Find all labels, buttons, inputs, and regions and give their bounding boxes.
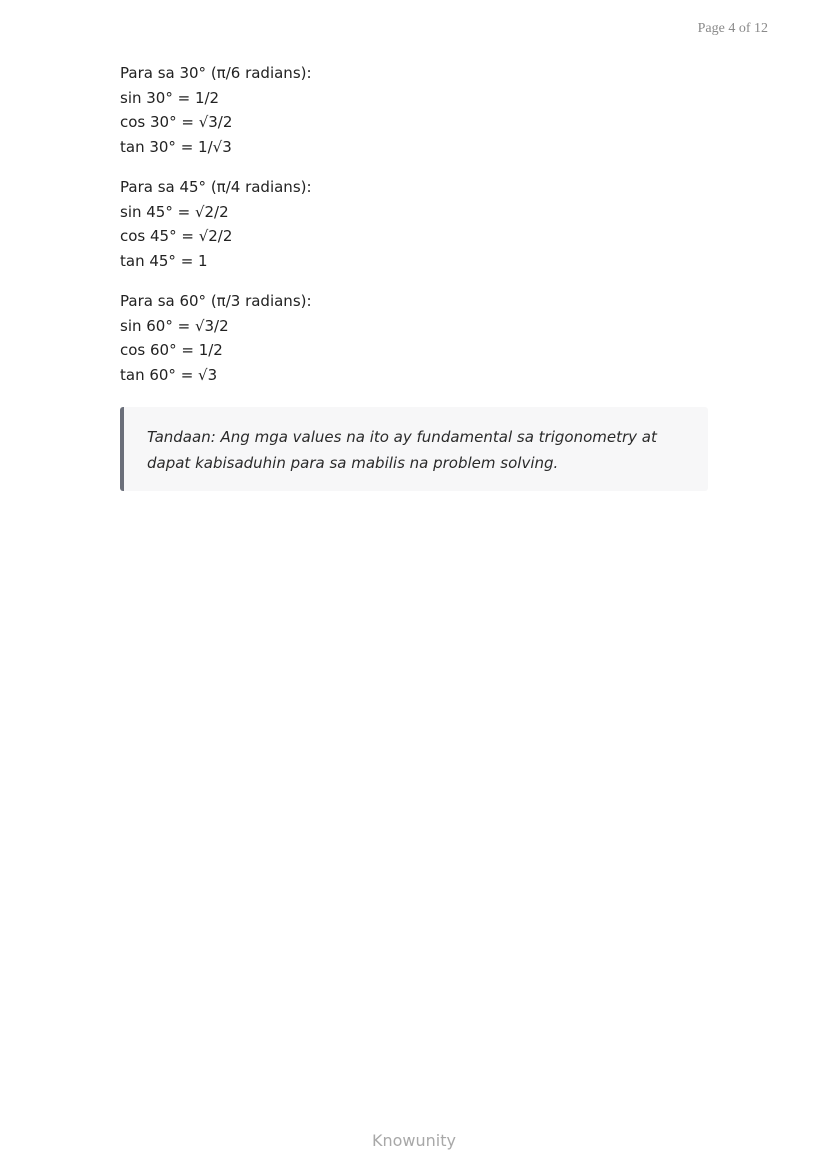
trig-values-content [120,61,708,403]
value-line: tan 45° = 1 [120,251,208,270]
value-line: cos 60° = 1/2 [120,341,223,359]
value-line: sin 30° = 1/2 [120,88,220,107]
value-line: cos 45° = √2/2 [120,227,233,245]
note-callout [120,407,708,491]
value-line: sin 45° = √2/2 [120,202,229,221]
section-30-degrees [120,61,708,159]
footer-brand: Knowunity [372,1131,456,1150]
value-line: tan 60° = √3 [120,365,218,384]
section-heading: Para sa 45° (π/4 radians): [120,178,312,196]
value-line: tan 30° = 1/√3 [120,137,232,156]
value-line: sin 60° = √3/2 [120,316,229,335]
section-45-degrees [120,175,708,273]
section-heading: Para sa 60° (π/3 radians): [120,292,312,310]
value-line: cos 30° = √3/2 [120,113,233,131]
page-number: Page 4 of 12 [697,21,768,36]
section-heading: Para sa 30° (π/6 radians): [120,64,312,82]
section-60-degrees [120,289,708,387]
note-text: Tandaan: Ang mga values na ito ay fundamental sa trigonometry at dapat kabisaduhin para sa mabilis na problem solving. [147,428,657,472]
